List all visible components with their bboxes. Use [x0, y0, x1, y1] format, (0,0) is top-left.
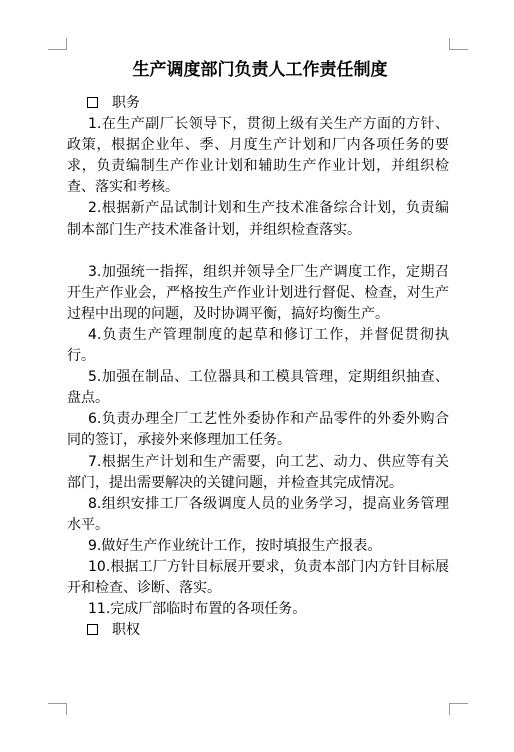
checkbox-square-icon: [87, 624, 98, 635]
crop-mark-top-right-vertical: [449, 38, 450, 50]
checkbox-square-icon: [87, 97, 98, 108]
section-label-authority: 职权: [112, 622, 140, 639]
crop-mark-bottom-left-vertical: [66, 703, 67, 715]
document-body: [67, 93, 449, 641]
duty-item-1: 1.在生产副厂长领导下，贯彻上级有关生产方面的方针、政策，根据企业年、季、月度生产计划和厂内各项任务的要求，负责编制生产作业计划和辅助生产作业计划，并组织检查、落实和考核。: [67, 116, 449, 196]
crop-mark-bottom-left: [48, 703, 66, 704]
duty-item-8: 8.组织安排工厂各级调度人员的业务学习，提高业务管理水平。: [67, 495, 449, 533]
crop-mark-bottom-right: [450, 703, 468, 704]
duty-item-5: 5.加强在制品、工位器具和工模具管理，定期组织抽查、盘点。: [67, 369, 449, 407]
crop-mark-top-left-vertical: [66, 38, 67, 50]
duty-item-10: 10.根据工厂方针目标展开要求，负责本部门内方针目标展开和检查、诊断、落实。: [67, 558, 449, 597]
duty-item-9: 9.做好生产作业统计工作，按时填报生产报表。: [88, 537, 382, 554]
section-label-duties: 职务: [112, 95, 140, 111]
duty-item-2: 2.根据新产品试制计划和生产技术准备综合计划，负责编制本部门生产技术准备计划，并组织检查落实。: [67, 200, 449, 238]
crop-mark-top-left: [48, 49, 66, 50]
duty-item-6: 6.负责办理全厂工艺性外委协作和产品零件的外委外购合同的签订，承接外来修理加工任务。: [67, 411, 449, 449]
duty-item-7: 7.根据生产计划和生产需要，向工艺、动力、供应等有关部门，提出需要解决的关键问题，并检查其完成情况。: [67, 453, 449, 491]
duty-item-4: 4.负责生产管理制度的起草和修订工作，并督促贯彻执行。: [67, 326, 449, 365]
section-heading-authority: [67, 620, 449, 641]
crop-mark-bottom-right-vertical: [449, 703, 450, 715]
duty-item-11: 11.完成厂部临时布置的各项任务。: [88, 601, 307, 618]
crop-mark-top-right: [450, 49, 468, 50]
section-heading-duties: [67, 93, 449, 114]
duty-item-3: 3.加强统一指挥，组织并领导全厂生产调度工作，定期召开生产作业会，严格按生产作业计划进行督促、检查，对生产过程中出现的问题，及时协调平衡，搞好均衡生产。: [67, 263, 449, 322]
document-title: 生产调度部门负责人工作责任制度: [132, 60, 388, 80]
